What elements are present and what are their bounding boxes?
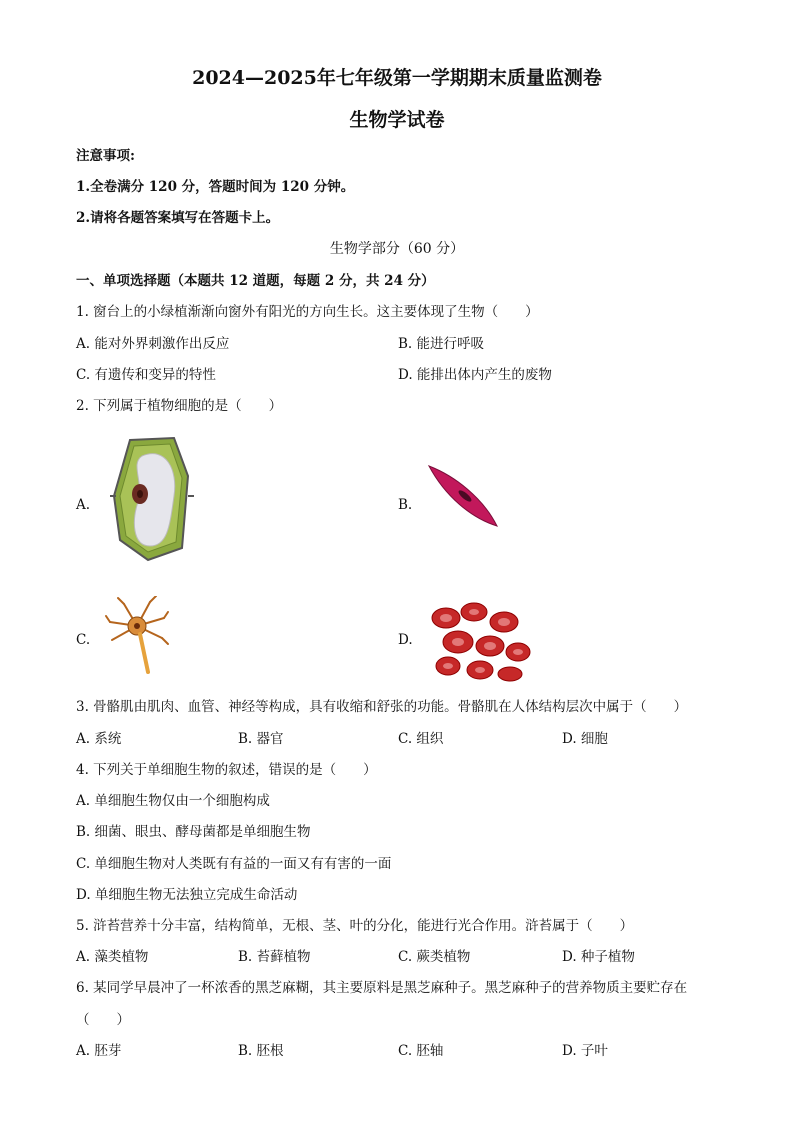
option-c: C. 蕨类植物 xyxy=(398,949,471,965)
option-a: A. 胚芽 xyxy=(76,1043,122,1059)
option-b: B. xyxy=(398,497,413,513)
question-stem-continuation: （ ） xyxy=(76,1012,130,1028)
option-c: C. 组织 xyxy=(398,731,444,747)
question-stem: 5. 浒苔营养十分丰富，结构简单，无根、茎、叶的分化，能进行光合作用。浒苔属于（ ） xyxy=(76,918,634,934)
muscle-cell-image xyxy=(425,462,501,530)
notes-heading: 注意事项: xyxy=(76,148,135,164)
option-d: D. 单细胞生物无法独立完成生命活动 xyxy=(76,887,298,903)
option-a: A. xyxy=(76,497,91,513)
red-blood-cells-image xyxy=(428,600,532,682)
option-a: A. 系统 xyxy=(76,731,122,747)
option-a: A. 单细胞生物仅由一个细胞构成 xyxy=(76,793,270,809)
exam-subtitle: 生物学试卷 xyxy=(349,109,445,131)
option-c: C. 胚轴 xyxy=(398,1043,444,1059)
option-b: B. 能进行呼吸 xyxy=(398,336,485,352)
exam-title: 2024—2025年七年级第一学期期末质量监测卷 xyxy=(192,67,602,89)
option-a: A. 藻类植物 xyxy=(76,949,149,965)
option-d: D. 能排出体内产生的废物 xyxy=(398,367,552,383)
question-stem: 4. 下列关于单细胞生物的叙述，错误的是（ ） xyxy=(76,762,377,778)
option-d: D. 细胞 xyxy=(562,731,608,747)
question-stem: 6. 某同学早晨冲了一杯浓香的黑芝麻糊，其主要原料是黑芝麻种子。黑芝麻种子的营养物质主要贮存在 xyxy=(76,980,688,996)
option-a: A. 能对外界刺激作出反应 xyxy=(76,336,230,352)
option-c: C. xyxy=(76,632,91,648)
option-d: D. 子叶 xyxy=(562,1043,608,1059)
option-b: B. 苔藓植物 xyxy=(238,949,311,965)
question-stem: 2. 下列属于植物细胞的是（ ） xyxy=(76,398,283,414)
option-d: D. xyxy=(398,632,413,648)
section-heading: 一、单项选择题（本题共 12 道题，每题 2 分，共 24 分） xyxy=(76,273,435,289)
part-label: 生物学部分（60 分） xyxy=(329,241,465,257)
option-c: C. 有遗传和变异的特性 xyxy=(76,367,216,383)
question-stem: 3. 骨骼肌由肌肉、血管、神经等构成，具有收缩和舒张的功能。骨骼肌在人体结构层次中属于（ ） xyxy=(76,699,688,715)
option-c: C. 单细胞生物对人类既有有益的一面又有有害的一面 xyxy=(76,856,392,872)
notes-item: 2.请将各题答案填写在答题卡上。 xyxy=(76,210,280,226)
question-stem: 1. 窗台上的小绿植渐渐向窗外有阳光的方向生长。这主要体现了生物（ ） xyxy=(76,304,539,320)
plant-cell-image xyxy=(108,436,198,564)
neuron-image xyxy=(104,596,170,676)
option-d: D. 种子植物 xyxy=(562,949,635,965)
option-b: B. 胚根 xyxy=(238,1043,284,1059)
option-b: B. 器官 xyxy=(238,731,284,747)
option-b: B. 细菌、眼虫、酵母菌都是单细胞生物 xyxy=(76,824,311,840)
notes-item: 1.全卷满分 120 分，答题时间为 120 分钟。 xyxy=(76,179,355,195)
